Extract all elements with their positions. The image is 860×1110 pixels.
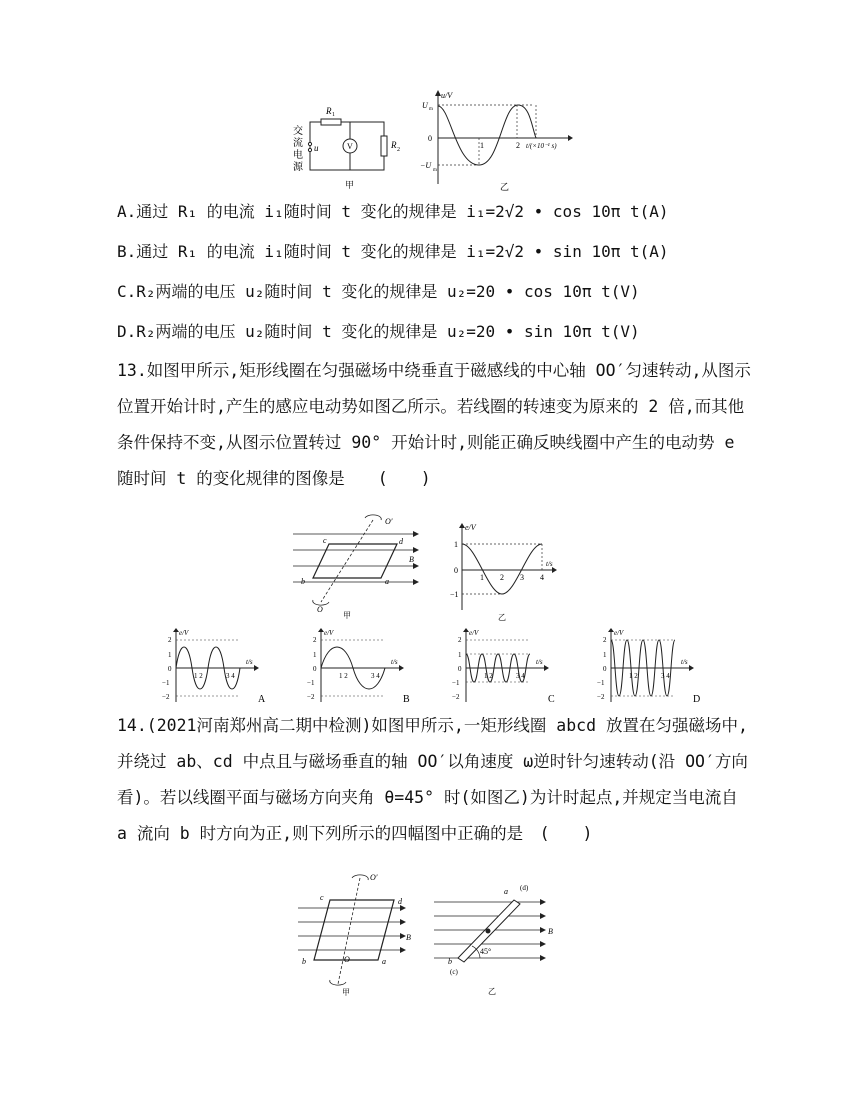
y-axis-label: e/V [179,629,189,637]
y-axis-label: e/V [465,523,476,532]
label-d-paren: (d) [520,884,529,892]
voltmeter-label: V [347,142,353,151]
option-letter-b: B [403,694,410,705]
q13-caption-yi: 乙 [498,613,506,622]
label-c: c [323,536,327,545]
q14-coil-diagram [298,868,418,998]
option-b: B.通过 R₁ 的电流 i₁随时间 t 变化的规律是 i₁=2√2 • sin 10π t(A) [117,242,669,261]
option-d: D.R₂两端的电压 u₂随时间 t 变化的规律是 u₂=20 • sin 10π t(V) [117,322,640,341]
label-O-prime: O′ [385,517,393,526]
um-sub: m [429,107,433,112]
svg-text:t/s: t/s [536,658,543,666]
label-O: O [317,605,323,614]
r2-sub: 2 [397,147,400,153]
y-tick: 2 [603,636,607,644]
svg-text:1 2: 1 2 [194,672,203,680]
x-axis-label: t/s [546,560,553,568]
r2-label: R [391,140,397,150]
q14-side-view-diagram [430,870,565,1000]
q13-coil-diagram [293,510,423,620]
label-d: d [399,537,403,546]
y-tick: 1 [458,651,462,659]
u-label: u [314,143,319,153]
source-label-4: 源 [293,162,303,173]
svg-text:t/s: t/s [391,658,398,666]
y-tick: −1 [162,679,170,687]
circuit-diagram [285,100,410,195]
label-B: B [548,927,553,936]
neg-um-label: −U [420,161,432,170]
x-tick-2: 2 [516,141,520,150]
svg-text:3 4: 3 4 [661,672,670,680]
question-14: 14.(2021河南郑州高二期中检测)如图甲所示,一矩形线圈 abcd 放置在匀强磁场中,并绕过 ab、cd 中点且与磁场垂直的轴 OO′以角速度 ω逆时针匀速转动(沿 OO′方向看)。若以线圈平面与磁场方向夹角 θ=45° 时(如图乙)为计时起点,并规定当电流自 a 流向 b 时方向为正,则下列所示的四幅图中正确的是 ( ) [117,716,748,843]
x-tick-1: 1 [480,141,484,150]
option-c: C.R₂两端的电压 u₂随时间 t 变化的规律是 u₂=20 • cos 10π t(V) [117,282,640,301]
y-axis-label: e/V [469,629,479,637]
r1-label: R [326,106,332,116]
svg-text:1 2: 1 2 [339,672,348,680]
y-tick: 0 [313,665,317,673]
neg-um-sub: m [433,168,437,173]
svg-text:1 2: 1 2 [629,672,638,680]
y-tick: 1 [168,651,172,659]
y-tick: −2 [452,693,460,701]
svg-text:t/s: t/s [681,658,688,666]
x-tick-1: 1 [480,573,484,582]
y-tick: −2 [162,693,170,701]
y-tick: −1 [307,679,315,687]
option-letter-a: A [258,694,266,705]
svg-text:t/s: t/s [246,658,253,666]
label-c: c [320,893,324,902]
label-c-paren: (c) [450,968,458,976]
y-tick: −1 [452,679,460,687]
y-tick: 1 [313,651,317,659]
y-tick: 2 [168,636,172,644]
y-tick: −2 [597,693,605,701]
label-B: B [406,933,411,942]
svg-text:3 4: 3 4 [371,672,380,680]
y-tick: −2 [307,693,315,701]
option-letter-d: D [693,694,701,705]
label-O: O [344,955,350,964]
x-axis-label: t/(×10⁻¹ s) [526,142,557,150]
q14-caption-jia: 甲 [342,988,350,997]
question-13: 13.如图甲所示,矩形线圈在匀强磁场中绕垂直于磁感线的中心轴 OO′匀速转动,从图示位置开始计时,产生的感应电动势如图乙所示。若线圈的转速变为原来的 2 倍,而其他条件保持不变,从图示位置转过 90° 开始计时,则能正确反映线圈中产生的电动势 e 随时间 t 的变化规律的图像是 ( ) [117,361,751,488]
label-B: B [409,555,414,564]
label-d: d [398,897,402,906]
y-axis-label: e/V [614,629,624,637]
label-a: a [385,577,389,586]
um-label: U [422,101,428,110]
label-O-prime: O′ [370,873,378,882]
y-tick: 1 [603,651,607,659]
y-tick: 2 [458,636,462,644]
label-a: a [504,887,508,896]
x-tick-4: 4 [540,573,544,582]
q13-e-t-graph [450,522,560,622]
svg-text:1 2: 1 2 [484,672,493,680]
y-axis-label: u/V [441,91,453,100]
svg-text:3 4: 3 4 [516,672,525,680]
y-tick-neg1: −1 [450,590,459,599]
fig1-caption-jia: 甲 [345,180,355,190]
q13-option-graph-d [595,628,710,708]
q13-option-graph-c [450,628,565,708]
svg-text:3 4: 3 4 [226,672,235,680]
y-tick: 0 [603,665,607,673]
label-b: b [301,577,305,586]
y-tick: 0 [168,665,172,673]
source-label-1: 交 [293,126,303,137]
option-a: A.通过 R₁ 的电流 i₁随时间 t 变化的规律是 i₁=2√2 • cos 10π t(A) [117,202,669,221]
x-tick-2: 2 [500,573,504,582]
option-letter-c: C [548,694,555,705]
q14-caption-yi: 乙 [488,987,496,996]
y-tick: 2 [313,636,317,644]
source-label-2: 流 [293,138,303,149]
source-label-3: 电 [293,150,303,161]
y-axis-label: e/V [324,629,334,637]
y-tick: 0 [458,665,462,673]
r1-sub: 1 [332,112,335,118]
q13-option-graph-a [160,628,275,708]
label-b: b [448,957,452,966]
label-b: b [302,957,306,966]
origin-label: 0 [428,134,432,143]
y-tick-0: 0 [454,566,458,575]
q13-caption-jia: 甲 [343,611,351,620]
y-tick: −1 [597,679,605,687]
y-tick-1: 1 [454,540,458,549]
u-t-graph [420,88,585,193]
angle-label: 45° [480,947,492,956]
q13-option-graph-b [305,628,420,708]
fig1-caption-yi: 乙 [500,182,510,192]
label-a: a [382,957,386,966]
x-tick-3: 3 [520,573,524,582]
